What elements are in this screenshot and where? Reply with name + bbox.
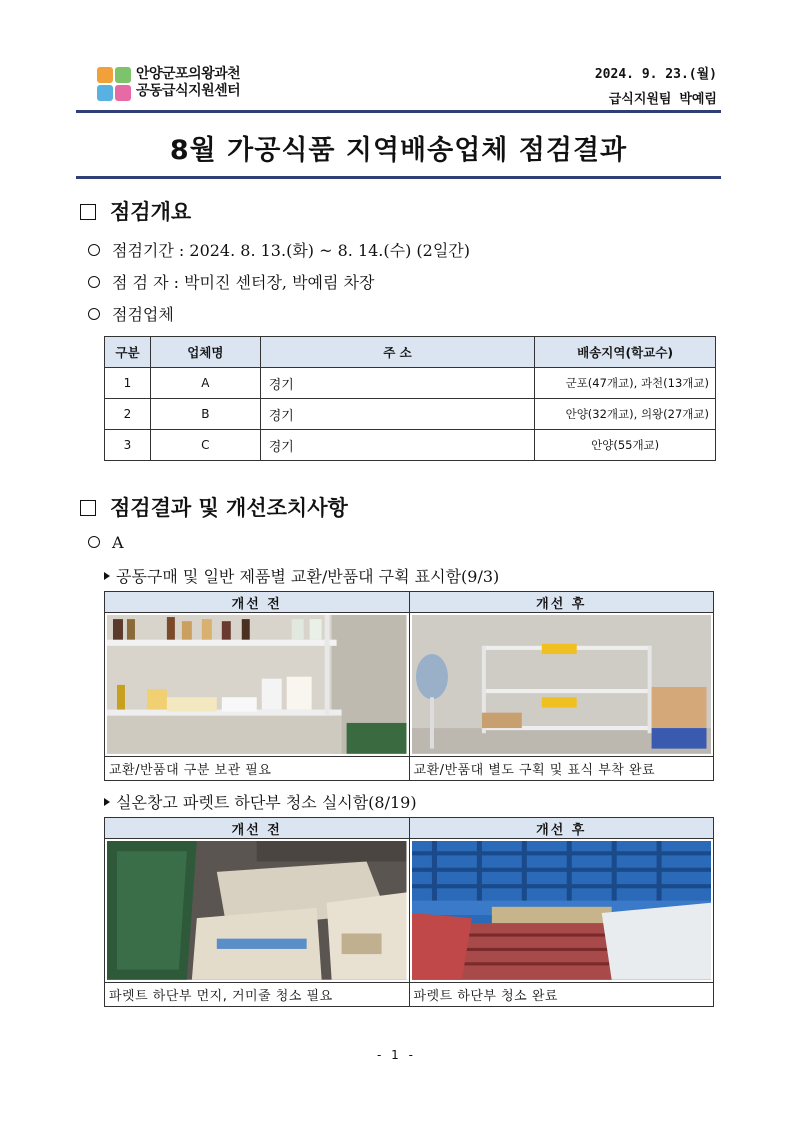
result-item-1-title bbox=[104, 564, 499, 587]
document-meta bbox=[595, 62, 717, 112]
results-company-text: A bbox=[112, 533, 124, 552]
overview-heading-text: 점검개요 bbox=[110, 200, 192, 224]
after-caption: 파렛트 하단부 청소 완료 bbox=[409, 982, 714, 1006]
after-label: 개선 후 bbox=[409, 818, 714, 839]
overview-companies-label bbox=[88, 302, 174, 325]
circle-bullet-icon bbox=[88, 308, 100, 320]
circle-bullet-icon bbox=[88, 244, 100, 256]
results-company bbox=[88, 533, 124, 552]
overview-companies-label-text: 점검업체 bbox=[112, 305, 174, 324]
pallet-after-photo bbox=[412, 841, 712, 980]
circle-bullet-icon bbox=[88, 536, 100, 548]
results-heading-text: 점검결과 및 개선조치사항 bbox=[110, 496, 348, 520]
overview-heading bbox=[80, 196, 191, 226]
col-header-area: 배송지역(학교수) bbox=[535, 337, 716, 368]
cell-area: 군포(47개교), 과천(13개교) bbox=[535, 368, 716, 399]
center-name bbox=[136, 66, 240, 100]
square-bullet-icon bbox=[80, 204, 96, 220]
cell-no: 3 bbox=[105, 430, 151, 461]
result-item-2-title-text: 실온창고 파렛트 하단부 청소 실시함(8/19) bbox=[116, 793, 417, 812]
cell-no: 2 bbox=[105, 399, 151, 430]
after-photo-cell bbox=[409, 839, 714, 983]
result-item-1-title-text: 공동구매 및 일반 제품별 교환/반품대 구획 표시함(9/3) bbox=[116, 567, 500, 586]
circle-bullet-icon bbox=[88, 276, 100, 288]
cell-no: 1 bbox=[105, 368, 151, 399]
results-heading bbox=[80, 492, 348, 522]
center-logo bbox=[96, 64, 266, 104]
triangle-bullet-icon bbox=[104, 798, 110, 806]
center-logo-mark bbox=[96, 66, 132, 102]
overview-period-text: 점검기간 : 2024. 8. 13.(화) ~ 8. 14.(수) (2일간) bbox=[112, 241, 470, 260]
title-divider bbox=[76, 176, 721, 179]
center-name-line1: 안양군포의왕과천 bbox=[136, 66, 241, 82]
table-row bbox=[105, 368, 716, 399]
cell-name: C bbox=[150, 430, 260, 461]
triangle-bullet-icon bbox=[104, 572, 110, 580]
before-photo-cell bbox=[105, 613, 410, 757]
shelf-after-photo bbox=[412, 615, 712, 754]
cell-area: 안양(32개교), 의왕(27개교) bbox=[535, 399, 716, 430]
cell-address: 경기 bbox=[260, 430, 535, 461]
cell-address: 경기 bbox=[260, 399, 535, 430]
table-row bbox=[105, 399, 716, 430]
before-label: 개선 전 bbox=[105, 818, 410, 839]
result-item-1-photo-table bbox=[104, 591, 714, 781]
cell-name: A bbox=[150, 368, 260, 399]
before-caption: 교환/반품대 구분 보관 필요 bbox=[105, 756, 410, 780]
center-name-line2: 공동급식지원센터 bbox=[136, 83, 241, 99]
document-title: 8월 가공식품 지역배송업체 점검결과 bbox=[169, 135, 628, 166]
col-header-address: 주 소 bbox=[260, 337, 535, 368]
companies-table-header bbox=[105, 337, 716, 368]
pallet-before-photo bbox=[107, 841, 407, 980]
after-caption: 교환/반품대 별도 구획 및 표식 부착 완료 bbox=[409, 756, 714, 780]
document-author: 급식지원팀 박예림 bbox=[608, 92, 717, 107]
before-photo-cell bbox=[105, 839, 410, 983]
overview-inspectors bbox=[88, 270, 374, 293]
result-item-2-title bbox=[104, 790, 417, 813]
overview-inspectors-text: 점 검 자 : 박미진 센터장, 박예림 차장 bbox=[112, 273, 375, 292]
cell-name: B bbox=[150, 399, 260, 430]
before-caption: 파렛트 하단부 먼지, 거미줄 청소 필요 bbox=[105, 982, 410, 1006]
after-label: 개선 후 bbox=[409, 592, 714, 613]
document-date: 2024. 9. 23.(월) bbox=[594, 67, 717, 82]
table-row bbox=[105, 430, 716, 461]
cell-area: 안양(55개교) bbox=[535, 430, 716, 461]
overview-period bbox=[88, 238, 470, 261]
after-photo-cell bbox=[409, 613, 714, 757]
result-item-2-photo-table bbox=[104, 817, 714, 1007]
col-header-name: 업체명 bbox=[150, 337, 260, 368]
shelf-before-photo bbox=[107, 615, 407, 754]
cell-address: 경기 bbox=[260, 368, 535, 399]
col-header-no: 구분 bbox=[105, 337, 151, 368]
companies-table bbox=[104, 336, 716, 461]
header-divider bbox=[76, 110, 721, 113]
square-bullet-icon bbox=[80, 500, 96, 516]
page-number: - 1 - bbox=[377, 1048, 416, 1062]
before-label: 개선 전 bbox=[105, 592, 410, 613]
